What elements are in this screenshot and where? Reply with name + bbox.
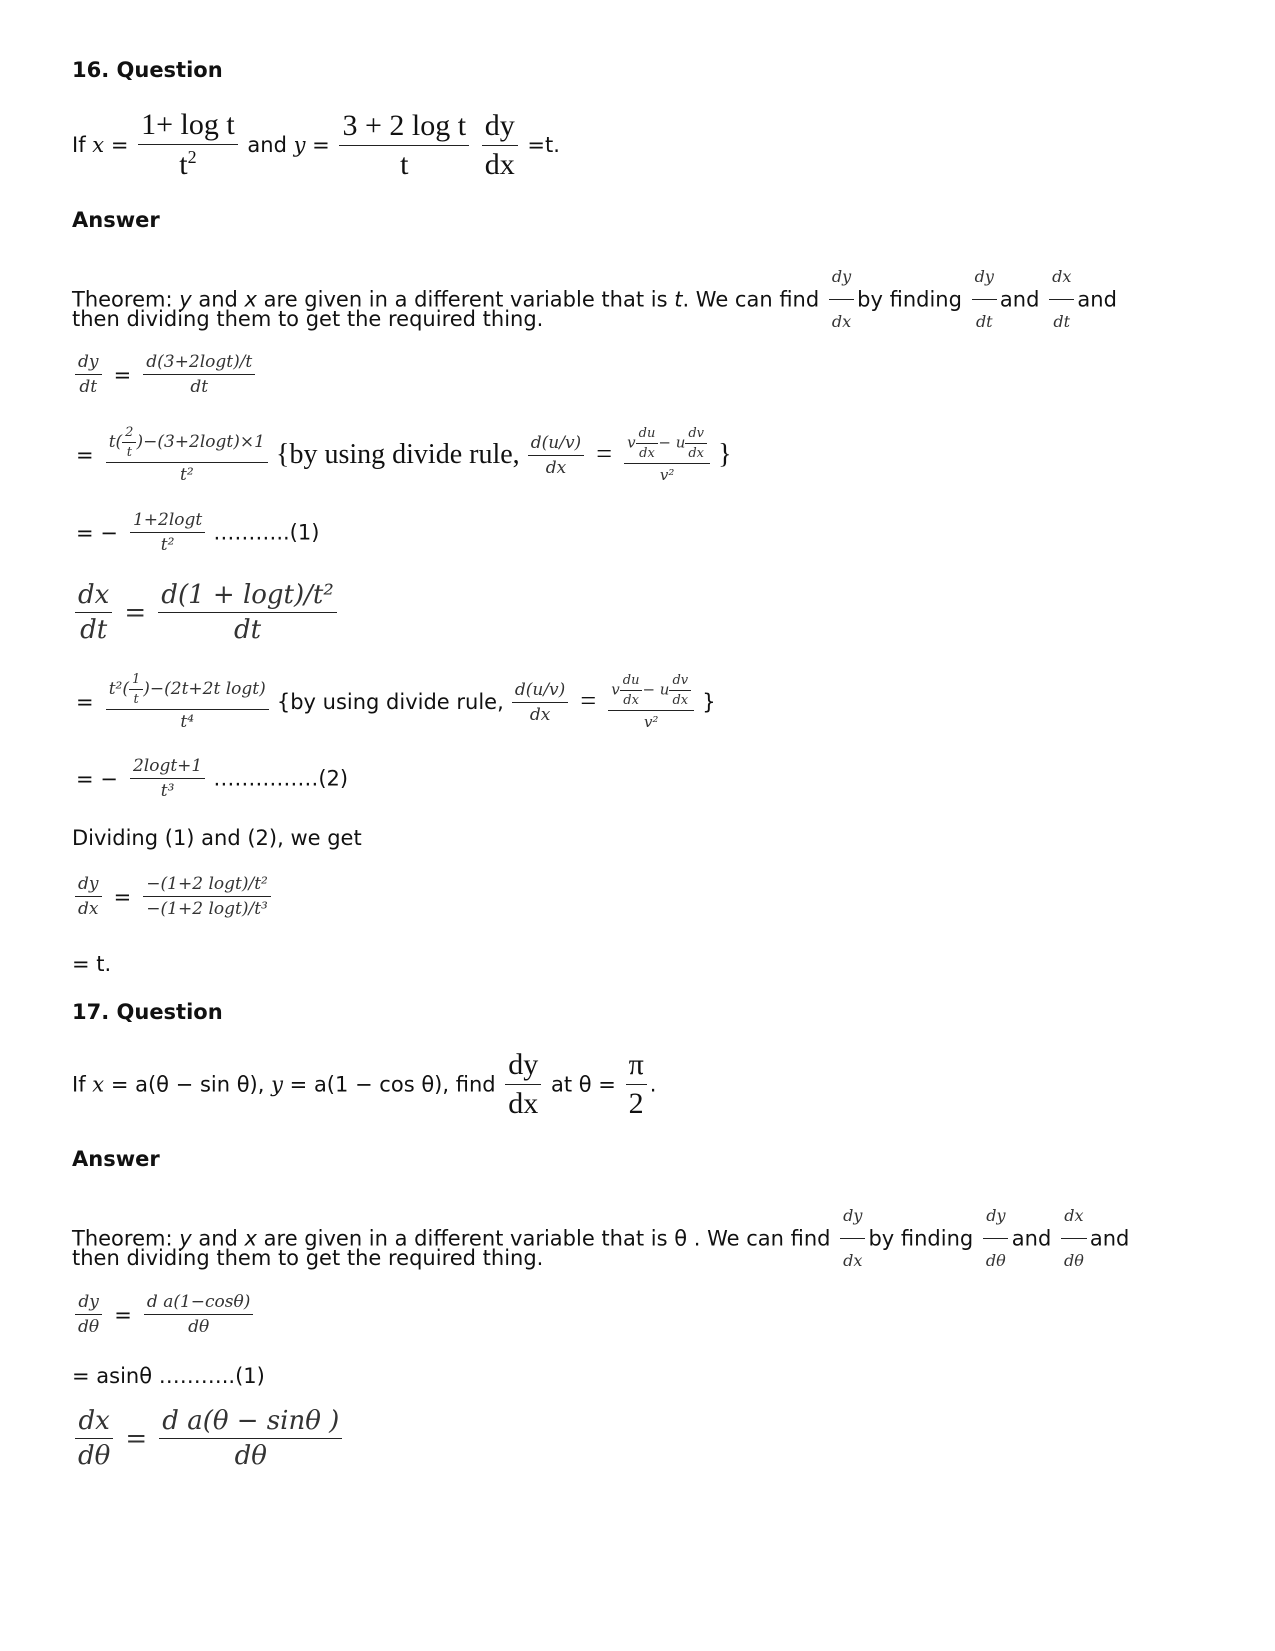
q16-s5-num-b: )−(2t+2t logt) [143, 679, 266, 699]
q16-heading: 16. Question [72, 58, 223, 82]
q16-s3-eq: = − [76, 520, 118, 545]
q17-dydx-fraction [505, 1048, 541, 1121]
q16-s6-tag: ……………(2) [213, 766, 349, 791]
q17-step1 [72, 1292, 256, 1337]
q17-theorem-f3-num: dx [1061, 1196, 1086, 1239]
q17-theorem-frac-dxdtheta [1061, 1196, 1087, 1281]
q16-theorem-frac-dydx [829, 257, 854, 342]
q17-at: at θ = [550, 1072, 616, 1097]
q16-s5-num-a: t²( [108, 679, 129, 699]
q16-s7-lhs-den: dx [78, 899, 99, 919]
q17-step3 [72, 1406, 345, 1471]
q16-s1-rhs-den: dt [190, 377, 209, 397]
q16-y-eq: = [312, 133, 330, 157]
q16-s4-rhs-num: d(1 + logt)/t² [158, 580, 336, 613]
q17-s1-lhs-num: dy [75, 1292, 102, 1315]
q16-s6-den: t³ [160, 781, 175, 801]
q16-s5-quotient-rule [608, 673, 694, 731]
q17-dydx-num: dy [505, 1048, 541, 1085]
q16-question [72, 108, 560, 182]
q16-s2-r-dx2: dx [688, 446, 705, 461]
q16-s3-den: t² [160, 535, 175, 555]
q16-s1-lhs-num: dy [75, 352, 102, 375]
q16-step1 [72, 352, 258, 397]
q16-s2-inner-den: t [126, 445, 132, 460]
q16-s5-r-du: du [620, 673, 643, 691]
q16-s5-r-dv: dv [669, 673, 691, 691]
q16-s2-num-b: )−(3+2logt)×1 [136, 432, 265, 452]
q16-dydx-fraction [482, 109, 518, 182]
q16-s5-rule-eq: = [580, 686, 597, 717]
q17-s3-lhs-num: dx [75, 1406, 112, 1439]
q16-y-var: y [293, 133, 306, 157]
q17-theorem-frac-dydtheta [983, 1196, 1009, 1281]
q17-step2: = asinθ ………..(1) [72, 1364, 265, 1388]
q17-s3-lhs-den: dθ [78, 1441, 111, 1471]
q16-s4-lhs-num: dx [75, 580, 112, 613]
q17-theorem-prefix: Theorem: [72, 1226, 173, 1251]
q16-s2-r-dx1: dx [639, 446, 655, 461]
q16-theorem-and2: and [999, 287, 1040, 312]
q17-y-expr: = a(1 − cos θ), find [289, 1072, 496, 1097]
q16-theorem-f1-den: dx [831, 312, 852, 331]
q16-s5-close: } [702, 690, 716, 714]
q17-dydx-den: dx [508, 1087, 539, 1120]
q16-y-fraction [339, 109, 469, 182]
q16-x-den-exp: 2 [187, 147, 197, 167]
q16-s5-inner-den: t [133, 692, 139, 707]
q16-s2-r-du: du [636, 426, 659, 444]
q16-x-eq: = [110, 133, 129, 157]
q16-theorem-and3: and [1077, 287, 1117, 312]
q16-s7-lhs-num: dy [75, 874, 102, 897]
q16-theorem-x: x [244, 287, 257, 312]
q17-answer-label: Answer [72, 1147, 160, 1171]
q16-s2-eq: = [76, 443, 94, 467]
q16-s2-quotient-rule [624, 426, 710, 484]
q17-x-expr: = a(θ − sin θ), [110, 1072, 265, 1097]
q17-theorem-mid: are given in a different variable that is θ . We can find [263, 1226, 831, 1251]
q16-s2-rule-num: d(u/v) [528, 433, 584, 456]
q16-s5-rule-den: dx [529, 704, 551, 725]
q16-s2-rule-eq: = [596, 439, 613, 470]
q16-s5-rule-text: {by using divide rule, [276, 690, 504, 714]
q16-s2-r-den: v² [659, 466, 675, 484]
q17-question-tail: . [649, 1072, 657, 1097]
q17-theorem-frac-dydx [840, 1196, 865, 1281]
q16-s5-r-v: v [611, 680, 620, 699]
q16-theorem-mid2: . We can find [682, 287, 820, 312]
q16-s4-eq: = [124, 597, 147, 628]
q16-x-num: 1+ log t [138, 108, 238, 145]
q16-theorem-mid: are given in a different variable that is [263, 287, 668, 312]
q16-s7-rhs-num: −(1+2 logt)/t² [143, 874, 271, 897]
q16-if: If [72, 133, 86, 157]
q16-s3-tag: ………..(1) [213, 520, 320, 545]
q16-s5-r-minus: − u [642, 680, 670, 699]
q17-s1-lhs-den: dθ [78, 1317, 100, 1337]
q17-s3-rhs-num: d a(θ − sinθ ) [159, 1406, 342, 1439]
q16-s2-rule-den: dx [545, 457, 567, 478]
q16-theorem-prefix: Theorem: [72, 287, 173, 312]
q17-y-var: y [271, 1072, 283, 1097]
q16-s4-lhs-den: dt [80, 615, 108, 645]
q16-step6 [72, 756, 348, 801]
q16-and: and [247, 133, 287, 157]
q16-s1-rhs-num: d(3+2logt)/t [143, 352, 255, 375]
q17-heading: 17. Question [72, 1000, 223, 1024]
q16-theorem-f2-num: dy [972, 257, 997, 300]
q16-s5-r-dx1: dx [623, 693, 639, 708]
q16-s1-eq: = [113, 362, 132, 387]
q17-theorem-x: x [244, 1226, 257, 1251]
q17-s1-eq: = [114, 1302, 132, 1327]
q16-theorem-y: y [179, 287, 192, 312]
q16-s5-eq: = [76, 690, 94, 714]
q16-s3-num: 1+2logt [130, 510, 205, 533]
q16-s5-fraction [106, 672, 269, 732]
q16-question-tail: =t. [527, 133, 560, 157]
q16-theorem-frac-dydt [972, 257, 997, 342]
q16-s2-fraction [106, 425, 268, 485]
q16-y-den: t [400, 147, 409, 181]
q16-s2-r-minus: − u [658, 433, 686, 452]
q16-s6-eq: = − [76, 766, 118, 791]
q16-s2-close: } [718, 439, 732, 470]
q16-s2-rule-text: {by using divide rule, [276, 439, 520, 470]
q16-theorem-line2: then dividing them to get the required thing. [72, 307, 544, 331]
q17-theorem-y: y [179, 1226, 192, 1251]
q16-s2-num-a: t( [108, 432, 123, 452]
q17-s1-rhs-den: dθ [188, 1317, 210, 1337]
q16-step3 [72, 510, 319, 555]
q17-s3-eq: = [125, 1423, 148, 1454]
q17-x-var: x [92, 1072, 105, 1097]
q16-theorem-and1: and [198, 287, 238, 312]
q17-theorem-f1-num: dy [840, 1196, 865, 1239]
q16-s6-num: 2logt+1 [130, 756, 205, 779]
q16-theorem-f3-den: dt [1053, 312, 1071, 331]
q16-s2-den: t² [179, 465, 194, 485]
q16-result: = t. [72, 952, 112, 976]
q17-theorem-and1: and [198, 1226, 238, 1251]
q16-x-var: x [92, 133, 105, 157]
q16-step7 [72, 874, 274, 919]
q16-answer-label: Answer [72, 208, 160, 232]
q17-theorem-f3-den: dθ [1063, 1251, 1084, 1270]
q17-theta-den: 2 [628, 1087, 644, 1120]
q16-step2 [72, 425, 732, 485]
q16-step4 [72, 580, 340, 645]
q17-s1-rhs-num: d a(1−cosθ) [144, 1292, 253, 1315]
q16-s2-r-dv: dv [685, 426, 707, 444]
q17-theorem-and2: and [1011, 1226, 1052, 1251]
q16-theorem-var: t [674, 287, 683, 312]
q16-s2-r-v: v [627, 433, 636, 452]
q16-s2-inner-num: 2 [122, 425, 136, 443]
q16-x-fraction [138, 108, 238, 182]
q16-s5-rule-num: d(u/v) [512, 680, 568, 703]
q17-theorem-line2: then dividing them to get the required thing. [72, 1246, 544, 1270]
q16-s7-eq: = [113, 884, 132, 909]
q16-dydx-num: dy [482, 109, 518, 146]
q16-theorem-f1-num: dy [829, 257, 854, 300]
q16-s5-den: t⁴ [180, 712, 195, 732]
q16-s7-rhs-den: −(1+2 logt)/t³ [146, 899, 268, 919]
q16-dydx-den: dx [484, 147, 515, 181]
q16-s5-r-dx2: dx [672, 693, 689, 708]
q17-theta-fraction [626, 1048, 647, 1121]
q16-s1-lhs-den: dt [79, 377, 98, 397]
q17-theta-num: π [626, 1048, 647, 1085]
q16-theorem-f2-den: dt [975, 312, 993, 331]
q16-step5 [72, 672, 716, 732]
q17-s3-rhs-den: dθ [234, 1441, 267, 1471]
q17-theorem-and3: and [1089, 1226, 1130, 1251]
document-page [72, 0, 1202, 1651]
q17-theorem-f1-den: dx [843, 1251, 863, 1270]
q16-s5-r-den: v² [643, 713, 659, 731]
q17-if: If [72, 1072, 86, 1097]
q16-y-num: 3 + 2 log t [339, 109, 469, 146]
q16-dividing-text: Dividing (1) and (2), we get [72, 826, 362, 850]
q17-theorem-f2-num: dy [983, 1196, 1008, 1239]
q17-theorem-f2-den: dθ [985, 1251, 1006, 1270]
q16-theorem-by-finding: by finding [857, 287, 962, 312]
q16-x-den: t [179, 148, 188, 181]
q16-theorem-frac-dxdt [1049, 257, 1074, 342]
q16-s5-inner-num: 1 [129, 672, 143, 690]
q16-theorem-f3-num: dx [1049, 257, 1074, 300]
q17-question [72, 1048, 656, 1121]
q16-s4-rhs-den: dt [233, 615, 262, 645]
q17-theorem-by-finding: by finding [868, 1226, 974, 1251]
